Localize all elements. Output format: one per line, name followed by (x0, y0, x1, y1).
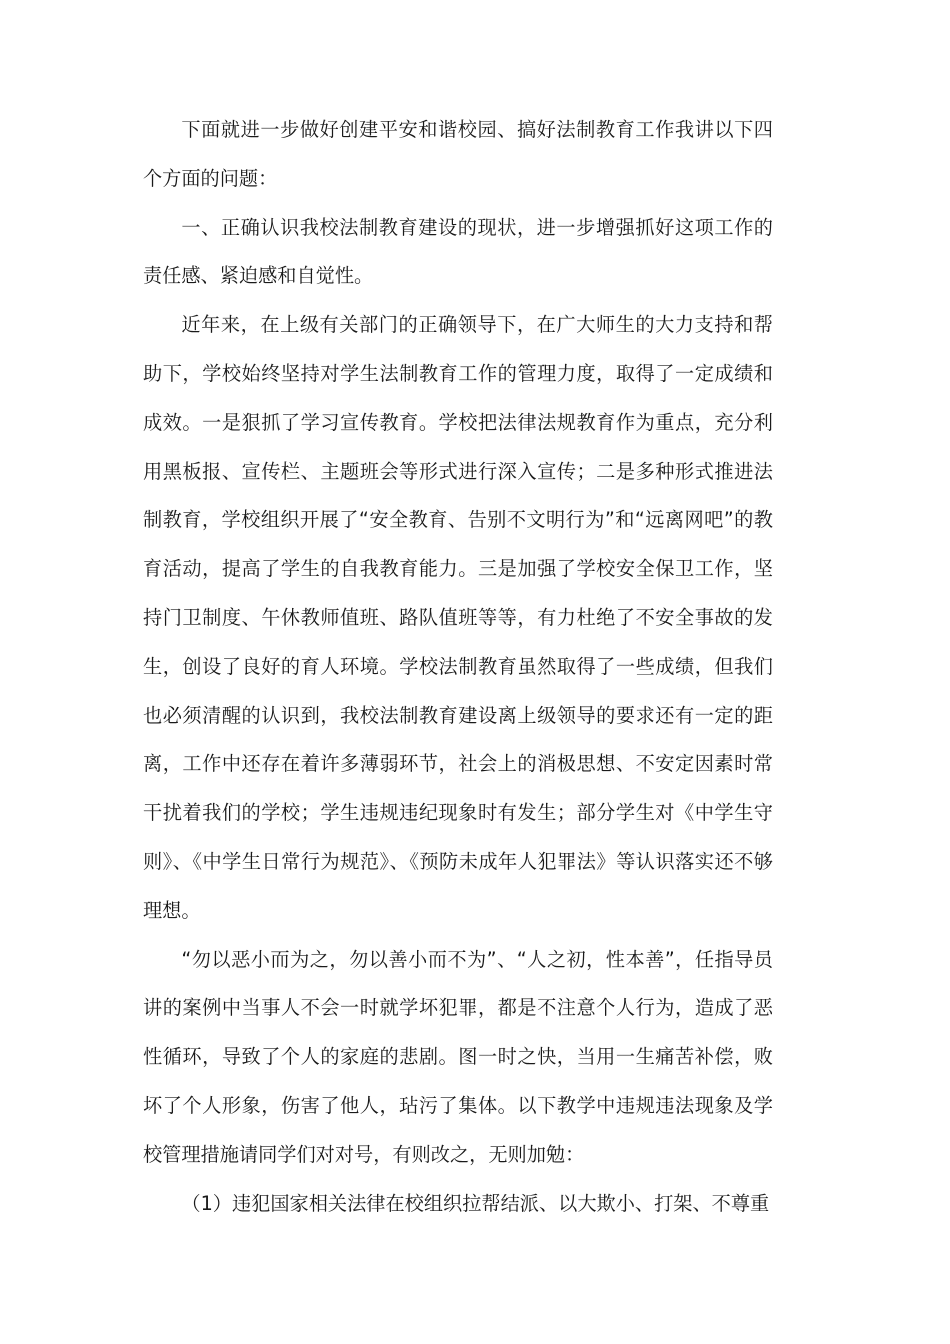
paragraph-current-status: 近年来，在上级有关部门的正确领导下，在广大师生的大力支持和帮助下，学校始终坚持对学生法制教育工作的管理力度，取得了一定成绩和成效。一是狠抓了学习宣传教育。学校把法律法规教育作为重点，充分利用黑板报、宣传栏、主题班会等形式进行深入宣传；二是多种形式推进法制教育，学校组织开展了“安全教育、告别不文明行为”和“远离网吧”的教育活动，提高了学生的自我教育能力。三是加强了学校安全保卫工作，坚持门卫制度、午休教师值班、路队值班等等，有力杜绝了不安全事故的发生，创设了良好的育人环境。学校法制教育虽然取得了一些成绩，但我们也必须清醒的认识到，我校法制教育建设离上级领导的要求还有一定的距离，工作中还存在着许多薄弱环节，社会上的消极思想、不安定因素时常干扰着我们的学校；学生违规违纪现象时有发生；部分学生对《中学生守则》、《中学生日常行为规范》、《预防未成年人犯罪法》等认识落实还不够理想。 (143, 313, 773, 922)
paragraph-item-1: （1）违犯国家相关法律在校组织拉帮结派、以大欺小、打架、不尊重 (181, 1191, 770, 1215)
paragraph-section-heading: 一、正确认识我校法制教育建设的现状，进一步增强抓好这项工作的责任感、紧迫感和自觉性。 (143, 215, 773, 288)
document-body (143, 106, 773, 1228)
paragraph-intro: 下面就进一步做好创建平安和谐校园、搞好法制教育工作我讲以下四个方面的问题： (143, 118, 773, 190)
paragraph-proverb: “勿以恶小而为之，勿以善小而不为”、“人之初，性本善”，任指导员讲的案例中当事人不会一时就学坏犯罪，都是不注意个人行为，造成了恶性循环，导致了个人的家庭的悲剧。图一时之快，当用一生痛苦补偿，败坏了个人形象，伤害了他人，玷污了集体。以下教学中违规违法现象及学校管理措施请同学们对对号，有则改之，无则加勉： (143, 947, 773, 1166)
